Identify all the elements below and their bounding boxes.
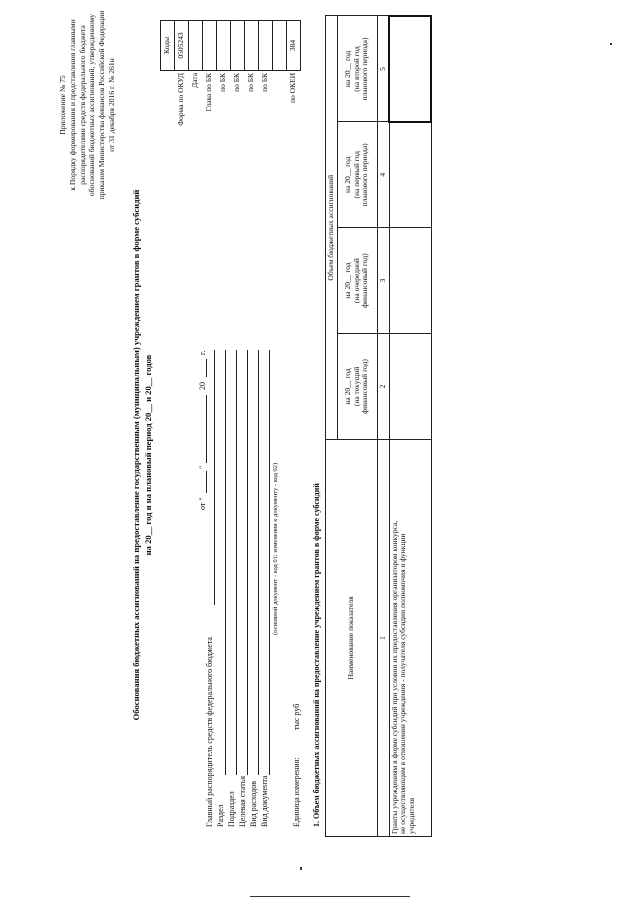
appendix-line: обоснований бюджетных ассигнований, утвержденному <box>87 13 97 197</box>
value-cell[interactable] <box>389 228 431 334</box>
date-from: от " <box>198 497 207 510</box>
column-header-current-year: на 20__ год (на текущий финансовый год) <box>337 334 377 440</box>
value-cell[interactable] <box>389 16 431 122</box>
date-suffix: г. <box>198 350 207 355</box>
field-line <box>214 350 215 605</box>
allocations-table <box>325 15 432 837</box>
codes-table <box>160 20 301 285</box>
value-cell[interactable] <box>389 334 431 440</box>
date-quote: " <box>198 465 207 469</box>
codes-label: по БК <box>218 72 228 92</box>
field-line <box>247 350 248 775</box>
field-line <box>236 350 237 775</box>
codes-label: по ОКЕИ <box>288 72 298 104</box>
appendix-line: к Порядку формирования и представления главными <box>67 19 77 191</box>
codes-label: Форма по ОКУД <box>176 72 186 126</box>
field-label: Подраздел <box>227 791 236 827</box>
field-label: Вид расходов <box>249 781 258 827</box>
field-label: Вид документа <box>260 775 269 827</box>
field-line <box>225 350 226 775</box>
code-cell <box>217 21 231 71</box>
date-year-blank <box>206 359 207 377</box>
date-day-blank <box>206 471 207 493</box>
column-number: 1 <box>377 439 389 836</box>
document-type-hint: (основной документ - код 01; изменения к документу - код 02) <box>272 462 279 635</box>
date-month-blank <box>206 395 207 463</box>
appendix-line: приказом Министерства финансов Российской Федерации <box>97 10 107 200</box>
unit-value: тыс руб <box>292 703 301 730</box>
okei-code: 384 <box>287 21 301 71</box>
document-subtitle: на 20__ год и на плановый период 20__ и 20__ годов <box>143 354 153 556</box>
code-cell <box>231 21 245 71</box>
allocations-group-header: Объем бюджетных ассигнований <box>326 16 338 439</box>
date-code <box>189 21 203 71</box>
field-label: Целевая статья <box>238 775 247 827</box>
appendix-line: распорядителями средств федерального бюджета <box>77 25 87 185</box>
codes-label <box>273 70 287 285</box>
column-header-plan-year-1: на 20__ год (на первый год планового периода) <box>337 122 377 228</box>
appendix-line: от 31 декабря 2016 г. № 261н <box>106 58 116 152</box>
code-cell <box>273 21 287 71</box>
column-number: 3 <box>377 228 389 334</box>
codes-label: по БК <box>246 72 256 92</box>
scan-speck <box>610 43 612 45</box>
appendix-block <box>58 5 117 205</box>
value-cell[interactable] <box>389 122 431 228</box>
code-cell <box>203 21 217 71</box>
code-cell <box>245 21 259 71</box>
document-title: Обоснования бюджетных ассигнований на предоставление государственным (муниципальным) учреждением грантов в форме субсидий <box>131 189 141 721</box>
scan-speck <box>300 867 302 870</box>
field-line <box>269 350 270 775</box>
section-1-title: 1. Объем бюджетных ассигнований на предоставление учреждением грантов в форме субсидий <box>312 483 321 827</box>
okud-code: 0505243 <box>175 21 189 71</box>
column-number: 4 <box>377 122 389 228</box>
codes-label: Глава по БК <box>204 72 214 112</box>
date-year-prefix: 20 <box>198 382 207 390</box>
codes-label: по БК <box>260 72 270 92</box>
column-header-plan-year-2: на 20__ год (на второй год планового периода) <box>337 16 377 122</box>
grants-row-label: Гранты учреждениям в форме субсидий при условии их предоставления организатором конкурса, не осуществляющим в отношении учреждения - получателя субсидии полномочия и функции учредителя <box>389 439 431 836</box>
column-number: 2 <box>377 334 389 440</box>
codes-label: Дата <box>190 72 200 88</box>
field-label: Раздел <box>216 804 225 827</box>
unit-label: Единица измерения: <box>292 757 301 827</box>
field-line <box>258 350 259 775</box>
field-label: Главный распорядитель средств федерального бюджета <box>205 637 214 827</box>
codes-label: по БК <box>232 72 242 92</box>
codes-header: Коды <box>161 21 175 71</box>
scan-edge-line <box>250 896 410 897</box>
indicator-name-header: Наименование показателя <box>326 439 378 836</box>
column-number: 5 <box>377 16 389 122</box>
column-header-next-year: на 20__ год (на очередной финансовый год) <box>337 228 377 334</box>
code-cell <box>259 21 273 71</box>
appendix-number: Приложение № 75 <box>58 75 67 135</box>
